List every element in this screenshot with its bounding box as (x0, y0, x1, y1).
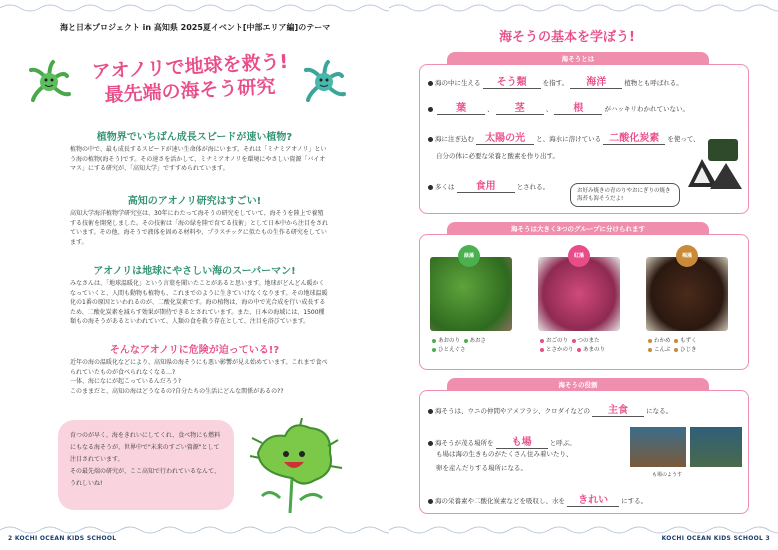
basics-box (419, 64, 749, 214)
section-heading-3: アオノリは地球にやさしい海のスーパーマン! (93, 266, 296, 277)
title-line-2: 最先端の海そう研究 (104, 75, 276, 107)
moba-photo-2 (690, 427, 742, 467)
title-line-1: アオノリで地球を救う! (91, 50, 289, 84)
roles-tab: 海そうの役割 (447, 378, 709, 392)
basics-row-1: 海の中に生える そう類 を指す。 海洋 植物とも呼ばれる。 (428, 73, 683, 89)
brown-algae-badge: 褐藻 (676, 245, 698, 267)
basics-row-4: 多くは 食用 とされる。 (428, 177, 549, 193)
note-bubble: お好み焼きの青のりやおにぎりの焼き海苔も海そうだよ! (570, 183, 680, 207)
answer-kaiyou: 海洋 (570, 73, 622, 89)
brown-algae-list: わかめ もずく こんぶ ひじき (648, 337, 730, 355)
seaweed-mascot-icon (240, 418, 350, 518)
answer-shushoku: 主食 (592, 401, 644, 417)
answer-sourui: そう類 (483, 73, 541, 89)
groups-tab: 海そうは大きく3つのグループに分けられます (447, 222, 709, 236)
answer-ha: 葉 (437, 99, 485, 115)
red-algae-badge: 紅藻 (568, 245, 590, 267)
section-heading-4: そんなアオノリに危険が迫っている!? (109, 345, 280, 356)
top-caption: 海と日本プロジェクト in 高知県 2025夏イベント[中部エリア編]のテーマ (60, 23, 331, 32)
main-title (70, 50, 310, 107)
section-body-4: 近年の海の温暖化などにより、高知県の海そうにも悪い影響が見え始めています。これまで食べられていたものが食べられなくなる…? 一体、海になにが起こっているんだろう? このままだと、高知の海はどうなるの?自分たちの生活にどんな関係があるの?? (70, 359, 328, 395)
right-footer: KOCHI OCEAN KIDS SCHOOL 3 (661, 535, 770, 542)
basics-row-2: 葉 、 茎 、 根 がハッキリわかれていない。 (428, 99, 689, 115)
right-title: 海そうの基本を学ぼう! (499, 30, 635, 45)
basics-row-3b: 自分の体に必要な栄養と酸素を作り出す。 (436, 152, 559, 160)
answer-shokuyou: 食用 (457, 177, 515, 193)
green-seaweed-character-icon (25, 58, 73, 106)
section-body-3: みなさんは、「地球温暖化」という言葉を聞いたことがあると思います。地球がどんどん暖かくなっていくと、人間も動物も植物も、これまでのように生きていけなくなります。その地球温暖化の1番の原因といわれるのが、二酸化炭素です。海の植物は、海の中で光合成を行い成長するため、二酸化炭素を減らす効果が期待できるとされています。また、日本の海域には、1500種類もの海そうがあるといわれていて、人類の食を救う存在として、注目を浴びています。 (70, 280, 328, 326)
roles-row-2: 海そうが茂る場所を も場 と呼ぶ。 (428, 433, 576, 449)
basics-tab: 海そうとは (447, 52, 709, 66)
moba-photo-1 (630, 427, 686, 467)
answer-taiyou: 太陽の光 (476, 129, 534, 145)
answer-kuki: 茎 (496, 99, 544, 115)
roles-row-3: 海の栄養素や二酸化炭素などを吸収し、水を きれい にする。 (428, 491, 647, 507)
section-body-1: 植物の中で、最も成長するスピードが速い生命体が海にいます。それは「ミナミアオノリ」という海の植物(海そう)です。その速さを活かして、ミナミアオノリを環境にやさしい資源「バイオマス」にする研究が、「高知大学」ですすめられています。 (70, 146, 327, 173)
roles-row-1: 海そうは、ウニの仲間やアメフラシ、クロダイなどの 主食 になる。 (428, 401, 672, 417)
section-heading-2: 高知のアオノリ研究はすごい! (127, 196, 262, 207)
speech-bubble (58, 420, 234, 510)
top-wave-decoration-right (389, 0, 778, 14)
roles-row-2c: 卵を産んだりする場所になる。 (436, 464, 527, 472)
answer-moba: も場 (496, 433, 548, 449)
answer-ne: 根 (554, 99, 602, 115)
basics-row-3: 海に注ぎ込む 太陽の光 と、海水に溶けている 二酸化炭素 を使って、 (428, 129, 700, 145)
green-algae-photo (430, 257, 512, 331)
green-algae-badge: 緑藻 (458, 245, 480, 267)
groups-box (419, 234, 749, 370)
roles-box (419, 390, 749, 514)
top-wave-decoration (0, 0, 389, 14)
green-algae-list: あおのり あおさ ひとえぐさ (432, 337, 514, 355)
onigiri-nori-icon (682, 137, 746, 193)
bubble-text: 育つのが早く、海をきれいにしてくれ、食べ物にも燃料にもなる海そうが、世界中で"未来のすごい資源"として注目されています。 その最先端の研究が、ここ高知で行われているなんて、うれしいね! (70, 432, 221, 487)
right-page (389, 0, 778, 550)
section-heading-1: 植物界でいちばん成長スピードが速い植物? (96, 132, 293, 143)
brown-algae-photo (646, 257, 728, 331)
left-footer: 2 KOCHI OCEAN KIDS SCHOOL (8, 535, 117, 542)
moba-photo-caption: も場のようす (652, 472, 683, 478)
red-algae-list: おごのり つのまた とさかのり あまのり (540, 337, 622, 355)
answer-kirei: きれい (567, 491, 619, 507)
red-algae-photo (538, 257, 620, 331)
roles-row-2b: も場は海の生きものがたくさん住み着いたり、 (436, 450, 573, 458)
section-body-2: 高知大学海洋植物学研究室は、30年にわたって海そうの研究をしていて、海そうを陸上で養殖する技術を開発しました。その技術は「海の緑を陸で育てる技術」として日本中から注目をされています。その他、海そうで液体を固める材料や、プラスチックに似たもの生作る研究をしています。 (70, 210, 329, 246)
answer-nisanka: 二酸化炭素 (603, 129, 665, 145)
